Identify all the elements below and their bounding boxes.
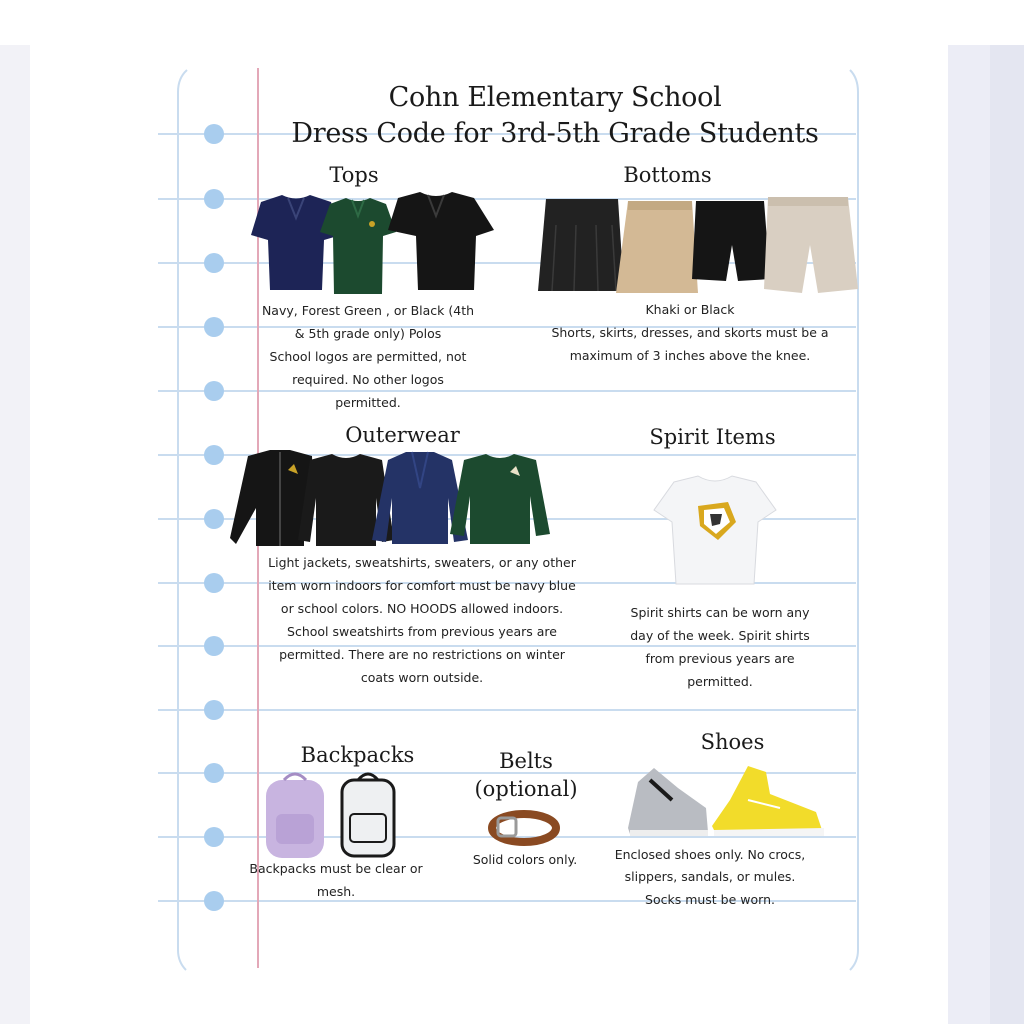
backpacks-text-line: Backpacks must be clear or (249, 861, 423, 876)
gray-sneakers-illustration (628, 768, 708, 836)
spirit-text-line: from previous years are (645, 651, 795, 666)
bottoms-text-line: maximum of 3 inches above the knee. (569, 348, 811, 363)
shoes-image (620, 760, 828, 840)
shoes-heading: Shoes (700, 730, 765, 754)
spirit-shirt-image (652, 474, 778, 586)
binder-ring-icon (204, 445, 224, 465)
brown-belt-image (488, 808, 560, 846)
bottoms-image (536, 195, 861, 297)
shoes-text-line: slippers, sandals, or mules. (624, 869, 796, 884)
tops-text-line: School logos are permitted, not (269, 349, 467, 364)
bottoms-text-line: Khaki or Black (645, 302, 735, 317)
spirit-text-line: Spirit shirts can be worn any (630, 605, 810, 620)
binder-ring-icon (204, 636, 224, 656)
tops-text-line: permitted. (335, 395, 401, 410)
stone-shorts-illustration (764, 197, 858, 293)
tops-heading: Tops (329, 163, 379, 187)
binder-ring-icon (204, 253, 224, 273)
bottoms-text-line: Shorts, skirts, dresses, and skorts must be a (551, 325, 829, 340)
spirit-items-heading: Spirit Items (649, 425, 776, 449)
outerwear-heading: Outerwear (345, 423, 460, 447)
black-skirt-illustration (538, 199, 624, 291)
binder-ring-icon (204, 189, 224, 209)
lavender-backpack-illustration (266, 774, 324, 858)
outerwear-text-line: or school colors. NO HOODS allowed indoors. (280, 601, 564, 616)
khaki-skirt-illustration (616, 201, 698, 293)
binder-ring-icon (204, 827, 224, 847)
forest-green-polo-illustration (320, 198, 396, 294)
binder-ring-icon (204, 509, 224, 529)
tops-text-line: Navy, Forest Green , or Black (4th (261, 303, 475, 318)
outerwear-text-line: coats worn outside. (360, 670, 484, 685)
black-shorts-illustration (692, 201, 770, 281)
outerwear-text-line: Light jackets, sweatshirts, sweaters, or any other (268, 555, 576, 570)
spirit-text-line: day of the week. Spirit shirts (630, 628, 810, 643)
belts-text-line: Solid colors only. (472, 852, 578, 867)
belts-optional-label: (optional) (474, 777, 578, 801)
black-polo-illustration (388, 192, 494, 290)
outerwear-text-line: item worn indoors for comfort must be navy blue (268, 578, 576, 593)
page-title: Cohn Elementary School (388, 82, 722, 113)
shoes-text-line: Enclosed shoes only. No crocs, (614, 847, 806, 862)
outerwear-text-line: School sweatshirts from previous years are (287, 624, 557, 639)
backpacks-heading: Backpacks (300, 743, 415, 767)
yellow-sneakers-illustration (712, 766, 824, 836)
binder-ring-icon (204, 891, 224, 911)
binder-ring-icon (204, 381, 224, 401)
tops-text-line: & 5th grade only) Polos (294, 326, 442, 341)
binder-ring-icon (204, 124, 224, 144)
backpacks-text-line: mesh. (316, 884, 356, 899)
outerwear-text-line: permitted. There are no restrictions on winter (279, 647, 565, 662)
bottoms-heading: Bottoms (623, 163, 712, 187)
binder-ring-icon (204, 763, 224, 783)
navy-polo-illustration (251, 195, 341, 290)
backpacks-image (262, 772, 400, 860)
spirit-text-line: permitted. (687, 674, 753, 689)
belts-heading: Belts (499, 749, 553, 773)
clear-backpack-illustration (342, 774, 394, 856)
shoes-text-line: Socks must be worn. (645, 892, 775, 907)
tops-polos-image (236, 190, 501, 300)
page-subtitle: Dress Code for 3rd-5th Grade Students (291, 118, 819, 149)
binder-ring-icon (204, 700, 224, 720)
binder-ring-icon (204, 317, 224, 337)
binder-ring-icon (204, 573, 224, 593)
outerwear-image (228, 448, 553, 550)
tops-text-line: required. No other logos (292, 372, 444, 387)
